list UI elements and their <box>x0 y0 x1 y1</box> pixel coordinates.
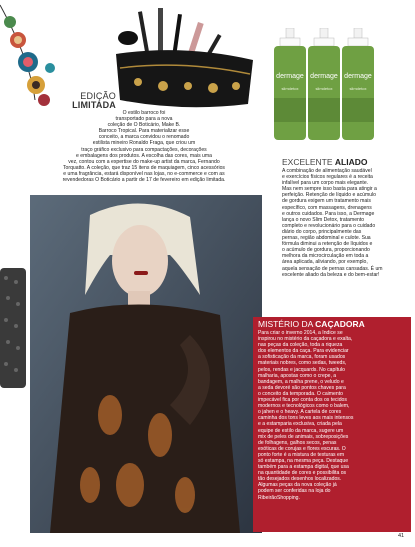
misterio-line: de folhagens, galhos secos, penas <box>258 439 337 446</box>
dermage-bottles-image <box>270 28 410 140</box>
excelente-title-regular: EXCELENTE <box>282 157 333 167</box>
misterio-line: RibeirãoShopping. <box>258 494 300 501</box>
fashion-model-photo <box>30 195 262 533</box>
excelente-line: lança o novo Slim Detox, tratamento <box>282 216 365 223</box>
excelente-line: de gordura exigem um tratamento mais <box>282 198 371 205</box>
edicao-line: conceito, a marca convidou o renomado <box>98 134 190 141</box>
misterio-line: só estampa, na mesma peça. Destaque <box>258 457 349 464</box>
bottle-label-3: slimdetox <box>349 86 367 91</box>
excelente-line: fórmula diminui a retenção de líquidos e <box>282 241 373 248</box>
misterio-line: mix de peles de animais, sobreposições <box>258 433 349 440</box>
misterio-line: exóticas de corujas e flores escuras. O <box>258 445 346 452</box>
edicao-line: Torquatto. A coleção, que traz 15 itens de maquiagem, cinco acessórios <box>63 164 225 171</box>
excelente-line: o acúmulo de gordura, proporcionando <box>282 247 370 254</box>
misterio-line: o conceito da temporada. O caimento <box>258 390 343 397</box>
excelente-line: área aplicada, aliviando, por exemplo, <box>282 259 368 266</box>
misterio-line: tão desejados desenhos localizados. <box>258 476 342 483</box>
misterio-da-cacadora-text <box>258 330 408 501</box>
edicao-line: O estilo barroco foi <box>122 110 166 116</box>
edicao-line: e uma fragrância, estará disponível nas lojas, no e-commerce e com as <box>63 170 225 177</box>
edicao-line: coleção de O Boticário, Make B. <box>107 122 181 129</box>
misterio-line: ponto forte é a mistura de texturas em <box>258 451 345 458</box>
misterio-line: podem ser conferidas na loja do <box>258 488 331 495</box>
misterio-line: Para criar o inverno 2014, a Indice se <box>258 330 343 336</box>
excelente-line: melhora da microcirculação em toda a <box>282 253 369 260</box>
excelente-line: específico, com massagens, drenagens <box>282 204 372 211</box>
misterio-da-cacadora-heading <box>258 319 408 329</box>
misterio-line: materiais nobres, como sedas, tweeds, <box>258 360 347 367</box>
edicao-title-regular: EDIÇÃO <box>80 91 116 101</box>
clutch-image <box>0 268 30 388</box>
misterio-line: impecável fica por conta dos os tecidos <box>258 397 347 404</box>
excelente-aliado-heading <box>282 157 412 167</box>
excelente-line: A combinação de alimentação saudável <box>282 168 372 174</box>
misterio-line: caminha dos tons leves aos mais intensos <box>258 415 354 422</box>
bottle-label-1: slimdetox <box>281 86 299 91</box>
bottle-brand-3: dermage <box>344 73 372 80</box>
misterio-line: e a estamparia exclusiva, criada pela <box>258 421 342 428</box>
misterio-line: dos elementos da caça. Para evidenciar <box>258 348 349 355</box>
misterio-line: bandagem, a malha prene, o veludo e <box>258 378 344 385</box>
misterio-title-bold: CAÇADORA <box>315 319 365 329</box>
edicao-title-bold: LIMITADA <box>72 100 116 110</box>
excelente-line: perfeição. Retenção de líquido e acúmulo <box>282 192 377 199</box>
misterio-line: inspirou no mistério da caçadora e exalta, <box>258 336 353 343</box>
edicao-line: Barroco Tropical. Para materializar esse <box>98 128 190 135</box>
bottle-brand-1: dermage <box>276 73 304 80</box>
misterio-title-regular: MISTÉRIO DA <box>258 319 313 329</box>
excelente-line: excelente aliado da beleza e do bem-estar! <box>282 271 380 278</box>
edicao-line: e embalagens dos produtos. A escolha das cores, mais uma <box>76 152 212 159</box>
misterio-line: a sofisticação da marca, foram usados <box>258 354 346 361</box>
excelente-line: e outros cuidados. Para isso, a Dermage <box>282 210 375 217</box>
excelente-line: aquela sensação de pernas cansadas. É um <box>282 265 383 272</box>
edicao-line: revendedoras O Boticário a partir de 17 de fevereiro em edição limitada. <box>62 177 226 184</box>
bottle-brand-2: dermage <box>310 73 338 80</box>
excelente-aliado-text <box>282 168 410 278</box>
misterio-line: também para a estampa digital, que usa <box>258 464 349 471</box>
edicao-line: vez, contou com a expertise do make-up artist da marca, Fernando <box>68 158 220 165</box>
edicao-limitada-text <box>20 110 268 183</box>
excelente-line: infalível para um corpo mais elegante. <box>282 180 369 187</box>
excelente-line: Mas nem sempre isso basta para atingir a <box>282 186 377 193</box>
misterio-line: pelos, rendas e jacquards. No capítulo <box>258 366 345 373</box>
misterio-line: Algumas peças da nova coleção já <box>258 482 337 489</box>
misterio-line: equipe de estilo da marca, sugere um <box>258 427 344 434</box>
page-number: 41 <box>398 533 405 539</box>
bottle-label-2: slimdetox <box>315 86 333 91</box>
misterio-line: na quantidade de cores e possibilita os <box>258 470 347 477</box>
misterio-line: modernos e tecnológicos como o balem, <box>258 403 350 410</box>
excelente-line: e exercícios físicos regulares é a receita <box>282 174 373 181</box>
misterio-line: nas peças da coleção, toda a riqueza <box>258 342 343 349</box>
misterio-line: malharia, apostas como o crepe, a <box>258 372 337 379</box>
excelente-line: pernas, região abdominal e culote. Sua <box>282 235 371 242</box>
misterio-line: a seda devoré são pontos chaves para <box>258 384 346 391</box>
misterio-line: o jahen e o heavy. A cartela de cores <box>258 409 342 416</box>
excelente-line: diário do corpo, principalmente das <box>282 228 362 235</box>
makeup-bag-image <box>108 8 258 112</box>
edicao-line: estilista mineiro Ronaldo Fraga, que criou um <box>92 140 196 147</box>
edicao-limitada-heading <box>56 92 116 110</box>
edicao-line: traço gráfico exclusivo para compactações, decorações <box>81 146 207 153</box>
excelente-title-bold: ALIADO <box>334 157 368 167</box>
edicao-line: transportado para a nova <box>115 116 173 123</box>
excelente-line: completo e revolucionário para o cuidado <box>282 222 376 229</box>
